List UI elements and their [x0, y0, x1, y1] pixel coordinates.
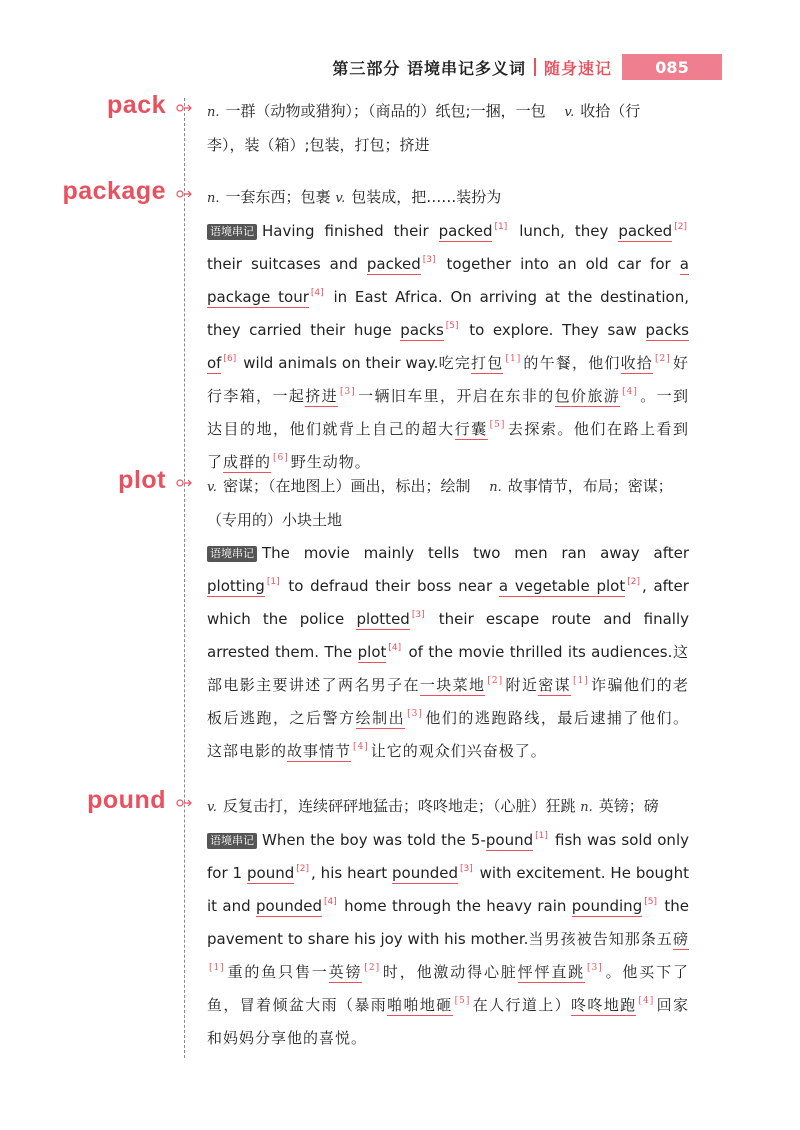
keyword: pound	[247, 864, 295, 882]
entry-marker-icon	[176, 478, 192, 488]
definition-text: 故事情节，布局；密谋；	[507, 477, 673, 495]
page-number: 085	[622, 54, 722, 80]
part-of-speech: n.	[207, 105, 220, 120]
definition	[207, 470, 689, 537]
note-marker: [2]	[296, 864, 309, 874]
keyword: packs of	[207, 321, 689, 372]
definition-text: 收拾（行	[580, 102, 641, 120]
headword: plot	[118, 466, 166, 494]
entry-body	[207, 790, 689, 1055]
definition-text: 包装成，把……装扮为	[351, 188, 502, 206]
headword: package	[62, 177, 166, 205]
definition-text: 李），装（箱）;包装，打包；挤进	[207, 136, 430, 154]
note-marker: [3]	[459, 864, 473, 874]
keyword: packs	[400, 321, 444, 339]
note-marker: [4]	[310, 288, 324, 298]
keyword: packed	[438, 222, 493, 240]
keyword: plotted	[356, 610, 410, 628]
keyword: pounding	[571, 897, 643, 915]
definition	[207, 95, 689, 162]
part-of-speech: n.	[489, 480, 502, 495]
header-divider	[534, 58, 536, 76]
keyword: pounded	[256, 897, 322, 915]
note-marker: [1]	[266, 577, 280, 587]
note-marker: [5]	[445, 321, 459, 331]
note-marker: [4]	[324, 897, 337, 907]
entry-body	[207, 181, 689, 479]
page-header	[332, 52, 722, 82]
headword: pack	[107, 91, 166, 119]
keyword: a vegetable plot	[498, 577, 626, 595]
example-english: 语境串记 Having finished their packed [1] lunch, they packed [2] their suitcases and packed [3] together into an old car for a package tour [4] in East Africa. On arriving at the destination, they carried their huge packs [5] to explore. They saw packs of [6] wild animals on their way.吃完打包 [1] 的午餐，他们收拾 [2] 好行李箱，一起挤进 [3] 一辆旧车里，开启在东非的包价旅游 [4] 。一到达目的地，他们就背上自己的超大行囊 [5] 去探索。他们在路上看到了成群的 [6] 野生动物。	[207, 222, 689, 471]
note-marker: [5]	[644, 897, 657, 907]
note-marker: [6]	[223, 354, 237, 364]
note-marker: [1]	[494, 222, 508, 232]
example-chinese: 当男孩被告知那条五磅[1] 重的鱼只售一英镑 [2] 时，他激动得心脏怦怦直跳 [3] 。他买下了鱼，冒着倾盆大雨（暴雨啪啪地砸 [5] 在人行道上）咚咚地跑 [4] 回家和妈妈分享他的喜悦。	[207, 930, 689, 1047]
note-marker: [3]	[411, 610, 425, 620]
context-tag: 语境串记	[207, 224, 257, 240]
note-marker: [2]	[674, 222, 687, 232]
keyword: a package tour	[207, 255, 689, 306]
dashed-guide-line	[184, 98, 185, 1058]
context-tag: 语境串记	[207, 833, 257, 849]
entry-marker-icon	[176, 798, 192, 808]
part-of-speech: v.	[207, 480, 217, 495]
part-of-speech: v.	[564, 105, 575, 120]
keyword: pound	[485, 831, 534, 849]
keyword: plot	[357, 643, 387, 661]
example-chinese: 吃完打包 [1] 的午餐，他们收拾 [2] 好行李箱，一起挤进 [3] 一辆旧车里，开启在东非的包价旅游 [4] 。一到达目的地，他们就背上自己的超大行囊 [5] 去探索。他们在路上看到了成群的 [6] 野生动物。	[207, 354, 689, 471]
definition	[207, 790, 689, 824]
part-of-speech: v.	[335, 191, 346, 206]
entry-marker-icon	[176, 103, 192, 113]
definition-text: 反复击打，连续砰砰地猛击；咚咚地走；（心脏）狂跳	[222, 797, 576, 815]
section-title: 第三部分 语境串记多义词	[332, 58, 526, 78]
part-of-speech: v.	[207, 800, 217, 815]
series-title: 随身速记	[543, 58, 612, 78]
entry-body	[207, 470, 689, 768]
definition-text: 一群（动物或猎狗）；（商品的）纸包;一捆，一包	[225, 102, 546, 120]
definition-text: 密谋；（在地图上）画出，标出；绘制	[222, 477, 471, 495]
note-marker: [4]	[388, 643, 402, 653]
example-english: 语境串记 The movie mainly tells two men ran away after plotting [1] to defraud their boss near a vegetable plot [2] , after which the police plotted [3] their escape route and finally arrested them. The plot [4] of the movie thrilled its audiences.这部电影主要讲述了两名男子在一块菜地 [2] 附近密谋 [1] 诈骗他们的老板后逃跑，之后警方绘制出 [3] 他们的逃跑路线，最后逮捕了他们。这部电影的故事情节 [4] 让它的观众们兴奋极了。	[207, 544, 689, 760]
part-of-speech: n.	[207, 191, 220, 206]
part-of-speech: n.	[580, 800, 593, 815]
definition-text: 一套东西；包裹	[225, 188, 331, 206]
example-english: 语境串记 When the boy was told the 5-pound [1] fish was sold only for 1 pound [2] , his heart pounded [3] with excitement. He bought it and pounded [4] home through the heavy rain pounding [5] the pavement to share his joy with his mother.当男孩被告知那条五磅[1] 重的鱼只售一英镑 [2] 时，他激动得心脏怦怦直跳 [3] 。他买下了鱼，冒着倾盆大雨（暴雨啪啪地砸 [5] 在人行道上）咚咚地跑 [4] 回家和妈妈分享他的喜悦。	[207, 831, 689, 1047]
keyword: plotting	[207, 577, 265, 595]
entry-marker-icon	[176, 189, 192, 199]
keyword: packed	[618, 222, 673, 240]
definition	[207, 181, 689, 215]
definition-text: 英镑；磅	[598, 797, 659, 815]
keyword: pounded	[392, 864, 458, 882]
example-chinese: 这部电影主要讲述了两名男子在一块菜地 [2] 附近密谋 [1] 诈骗他们的老板后逃跑，之后警方绘制出 [3] 他们的逃跑路线，最后逮捕了他们。这部电影的故事情节 [4] 让它的观众们兴奋极了。	[207, 643, 689, 760]
definition-text: （专用的）小块土地	[207, 511, 343, 529]
headword: pound	[87, 786, 166, 814]
entry-body	[207, 95, 689, 162]
keyword: packed	[366, 255, 421, 273]
note-marker: [1]	[535, 831, 548, 841]
context-tag: 语境串记	[207, 546, 257, 562]
note-marker: [2]	[627, 577, 640, 587]
note-marker: [3]	[422, 255, 436, 265]
